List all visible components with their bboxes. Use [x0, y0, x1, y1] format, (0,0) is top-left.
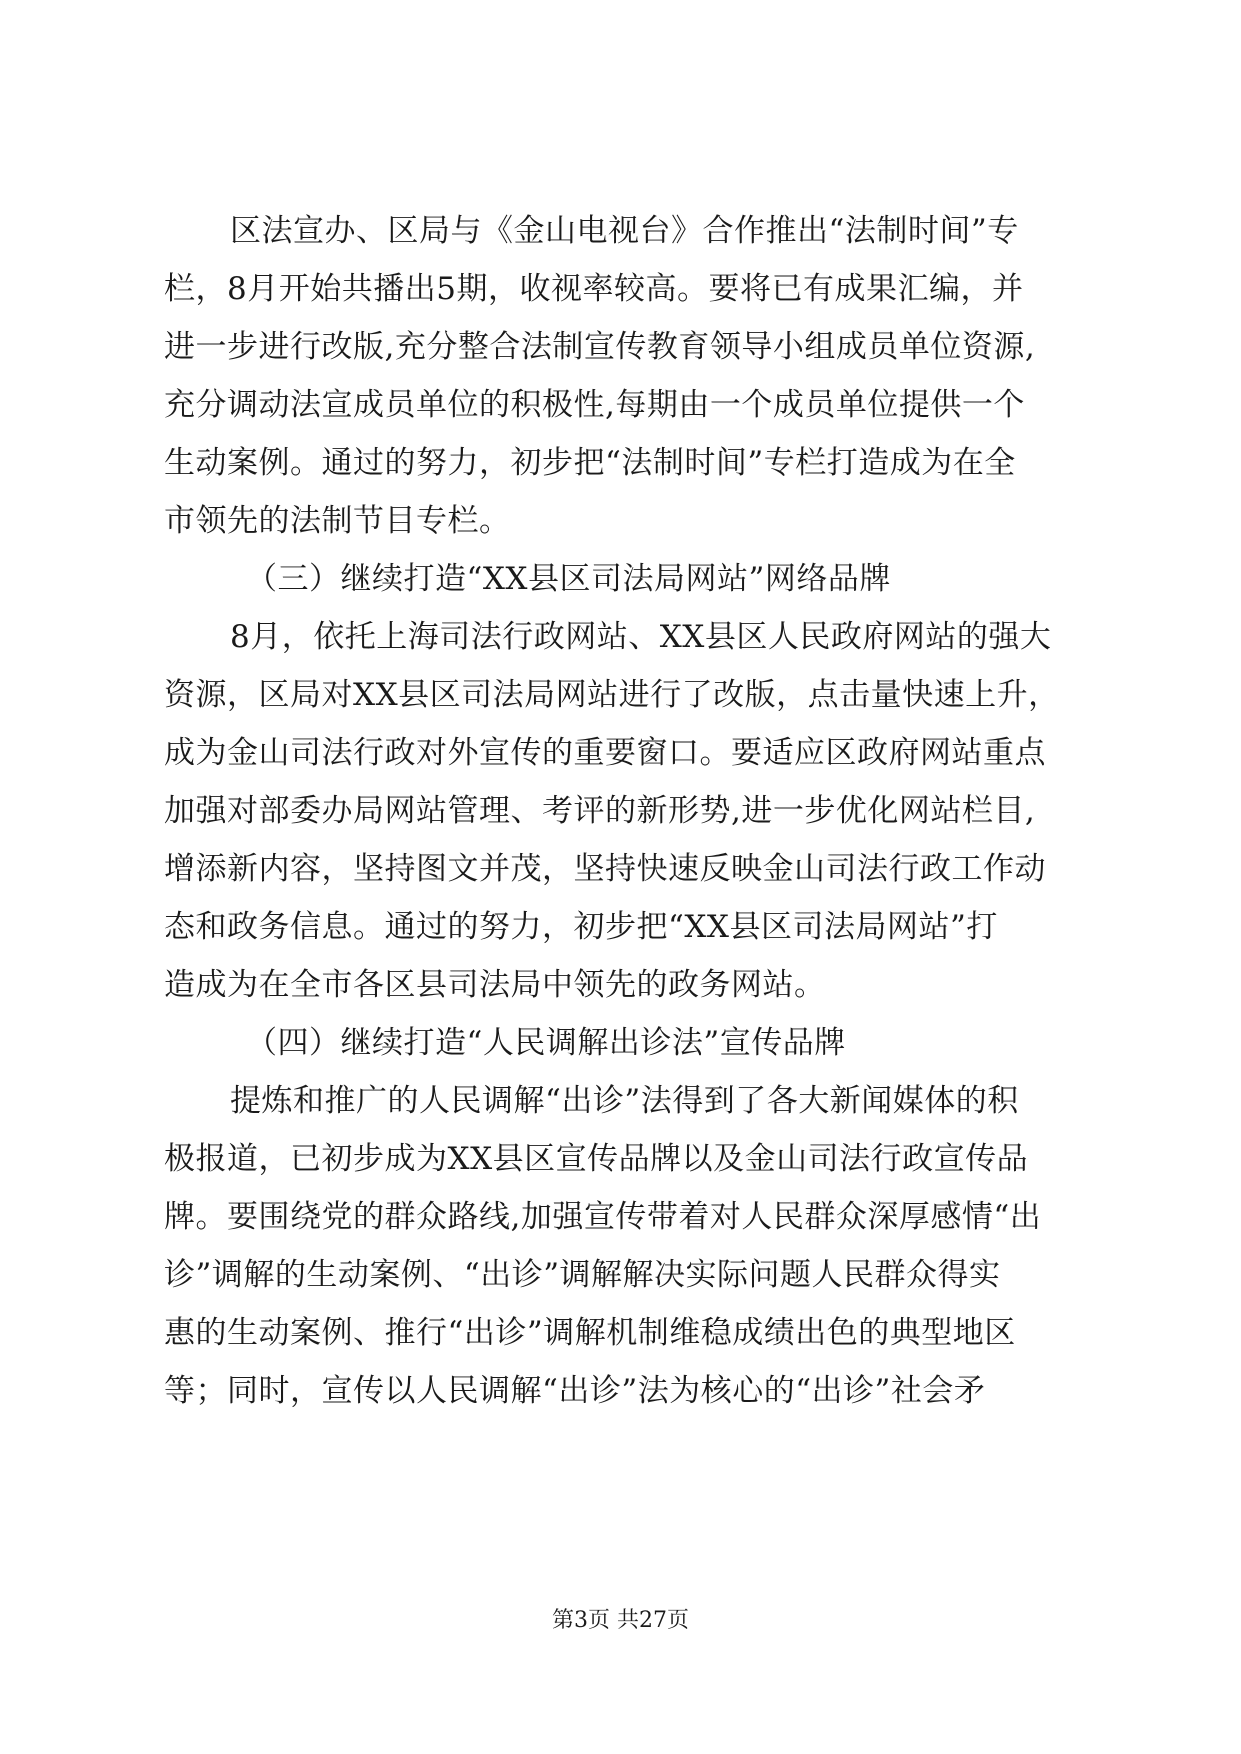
paragraph-3-line-5: 惠的生动案例、推行“出诊”调解机制维稳成绩出色的典型地区: [164, 1315, 1016, 1351]
paragraph-3-line-1: 提炼和推广的人民调解“出诊”法得到了各大新闻媒体的积: [230, 1083, 1019, 1119]
paragraph-3-line-4: 诊”调解的生动案例、“出诊”调解解决实际问题人民群众得实: [164, 1257, 1001, 1293]
paragraph-1-line-1: 区法宣办、区局与《金山电视台》合作推出“法制时间”专: [230, 213, 1019, 249]
paragraph-2-line-1: 8月，依托上海司法行政网站、XX县区人民政府网站的强大: [230, 619, 1052, 655]
section-heading-4: （四）继续打造“人民调解出诊法”宣传品牌: [246, 1025, 846, 1061]
paragraph-1-line-6: 市领先的法制节目专栏。: [164, 503, 511, 539]
paragraph-1-line-4: 充分调动法宣成员单位的积极性,每期由一个成员单位提供一个: [164, 387, 1025, 423]
paragraph-2-line-6: 态和政务信息。通过的努力，初步把“XX县区司法局网站”打: [164, 909, 998, 945]
paragraph-3-line-3: 牌。要围绕党的群众路线,加强宣传带着对人民群众深厚感情“出: [164, 1199, 1042, 1235]
paragraph-1-line-5: 生动案例。通过的努力，初步把“法制时间”专栏打造成为在全: [164, 445, 1016, 481]
page-number-footer: 第3页 共27页: [552, 1608, 689, 1633]
paragraph-2-line-7: 造成为在全市各区县司法局中领先的政务网站。: [164, 967, 826, 1003]
paragraph-2-line-3: 成为金山司法行政对外宣传的重要窗口。要适应区政府网站重点: [164, 735, 1046, 771]
paragraph-1-line-3: 进一步进行改版,充分整合法制宣传教育领导小组成员单位资源,: [164, 329, 1036, 365]
paragraph-2-line-5: 增添新内容，坚持图文并茂，坚持快速反映金山司法行政工作动: [164, 851, 1046, 887]
paragraph-2-line-4: 加强对部委办局网站管理、考评的新形势,进一步优化网站栏目,: [164, 793, 1036, 829]
paragraph-2-line-2: 资源，区局对XX县区司法局网站进行了改版，点击量快速上升，: [164, 677, 1060, 713]
section-heading-3: （三）继续打造“XX县区司法局网站”网络品牌: [246, 561, 891, 597]
paragraph-1-line-2: 栏，8月开始共播出5期，收视率较高。要将已有成果汇编，并: [164, 271, 1024, 307]
paragraph-3-line-6: 等；同时，宣传以人民调解“出诊”法为核心的“出诊”社会矛: [164, 1373, 986, 1409]
paragraph-3-line-2: 极报道，已初步成为XX县区宣传品牌以及金山司法行政宣传品: [164, 1141, 1029, 1177]
